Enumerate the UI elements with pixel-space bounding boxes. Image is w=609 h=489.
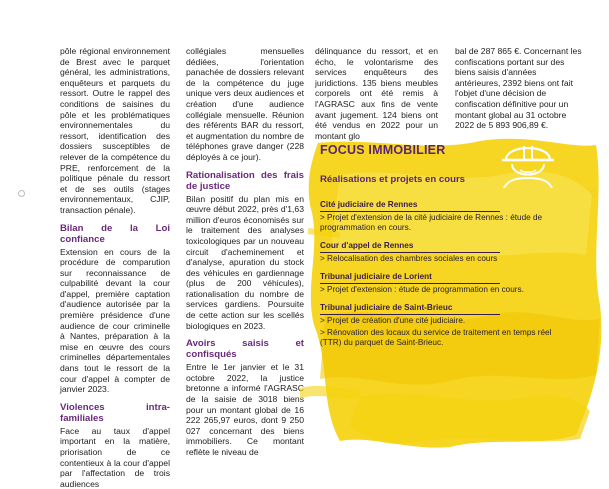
site-saint-brieuc xyxy=(320,303,570,348)
site-item: > Projet d'extension de la cité judiciaire de Rennes : étude de programmation en cours. xyxy=(320,213,543,232)
paragraph: délinquance du ressort, et en écho, le volontarisme des services enquêteurs des juridictions. 135 biens meubles corporels ont été remis à l'AGRASC aux fins de vente avant jugement. 124 biens ont été vendus en 2022 pour un montant glo xyxy=(315,46,438,141)
site-name: Cour d'appel de Rennes xyxy=(320,241,414,250)
site-lorient xyxy=(320,272,570,295)
focus-title: FOCUS IMMOBILIER xyxy=(320,143,446,157)
paragraph: Bilan positif du plan mis en œuvre début 2022, près d'1,63 million d'euros économisés sur le traitement des analyses toxicologiques par un nouveau circuit d'acheminement et d'analyse, apuration du stock des véhicules en gardiennage (plus de 200 véhicules), rationalisation du nombre de services gardiens. Poursuite de cette action sur les scellés biologiques en 2023. xyxy=(186,193,304,331)
site-item: > Projet de création d'une cité judiciaire. xyxy=(320,316,466,325)
divider xyxy=(320,283,500,284)
text-column-1 xyxy=(60,46,170,489)
paragraph: collégiales mensuelles dédiées, l'orientation panachée de dossiers relevant de la compétence du juge unique vers deux audiences et création d'une audience collégiale mensuelle. Réunion des référents BAR du ressort, et augmentation du nombre de téléphones grave danger (228 déployés à ce jour). xyxy=(186,46,304,162)
registration-mark-left xyxy=(18,190,25,197)
site-name: Tribunal judiciaire de Lorient xyxy=(320,272,432,281)
focus-subtitle: Réalisations et projets en cours xyxy=(320,174,466,185)
divider xyxy=(320,252,500,253)
paragraph: Entre le 1er janvier et le 31 octobre 2022, la justice bretonne a informé l'AGRASC de la saisie de 3018 biens pour un montant global de 16 222 265,97 euros, dont 9 250 027 concernant des biens immobiliers. Ce montant reflète le niveau de xyxy=(186,362,304,457)
site-item: > Rénovation des locaux du service de traitement en temps réel (TTR) du parquet de Saint-Brieuc. xyxy=(320,328,552,347)
text-column-4 xyxy=(455,46,582,131)
site-item: > Projet d'extension : étude de programmation en cours. xyxy=(320,285,524,294)
site-name: Cité judiciaire de Rennes xyxy=(320,200,418,209)
paragraph: Face au taux d'appel important en la matière, priorisation de ce contentieux à la cour d'appel par l'affectation de trois audiences xyxy=(60,425,170,489)
paragraph: Extension en cours de la procédure de comparution sur reconnaissance de culpabilité devant la cour d'appel, première captation d'audience autorisée par la première présidence d'une audience de cour criminelle à Nantes, préparation à la mise en œuvre des cours criminelles départementales dans tout le ressort de la cour d'appel à compter de janvier 2023. xyxy=(60,246,170,395)
focus-immobilier-panel xyxy=(320,145,570,356)
text-column-3 xyxy=(315,46,438,141)
site-rennes xyxy=(320,200,570,233)
paragraph: pôle régional environnement de Brest avec le parquet général, les administrations, enquêteurs et parquets du ressort. Outre le rappel des conditions de saisines du pôle et les problématiques environnementales du ressort, identification des dossiers susceptibles de relever de la compétence du PRE, renforcement de la politique pénale du ressort et de ses outils (stages environnementaux, CJIP, transaction pénale). xyxy=(60,46,170,215)
site-item: > Relocalisation des chambres sociales en cours xyxy=(320,254,498,263)
paragraph: bal de 287 865 €. Concernant les confiscations portant sur des biens saisis d'années antérieures, 2392 biens ont fait l'objet d'une décision de confiscation définitive pour un montant global au 31 octobre 2022 de 5 893 906,89 €. xyxy=(455,46,582,131)
section-heading-violences: Violences intra-familiales xyxy=(60,401,170,424)
site-name: Tribunal judiciaire de Saint-Brieuc xyxy=(320,303,453,312)
divider xyxy=(320,314,500,315)
section-heading-frais-justice: Rationalisation des frais de justice xyxy=(186,169,304,192)
section-heading-avoirs: Avoirs saisis et confisqués xyxy=(186,338,304,361)
text-column-2 xyxy=(186,46,304,458)
divider xyxy=(320,211,500,212)
section-heading-loi-confiance: Bilan de la Loi confiance xyxy=(60,222,170,245)
site-cour-appel xyxy=(320,241,570,264)
